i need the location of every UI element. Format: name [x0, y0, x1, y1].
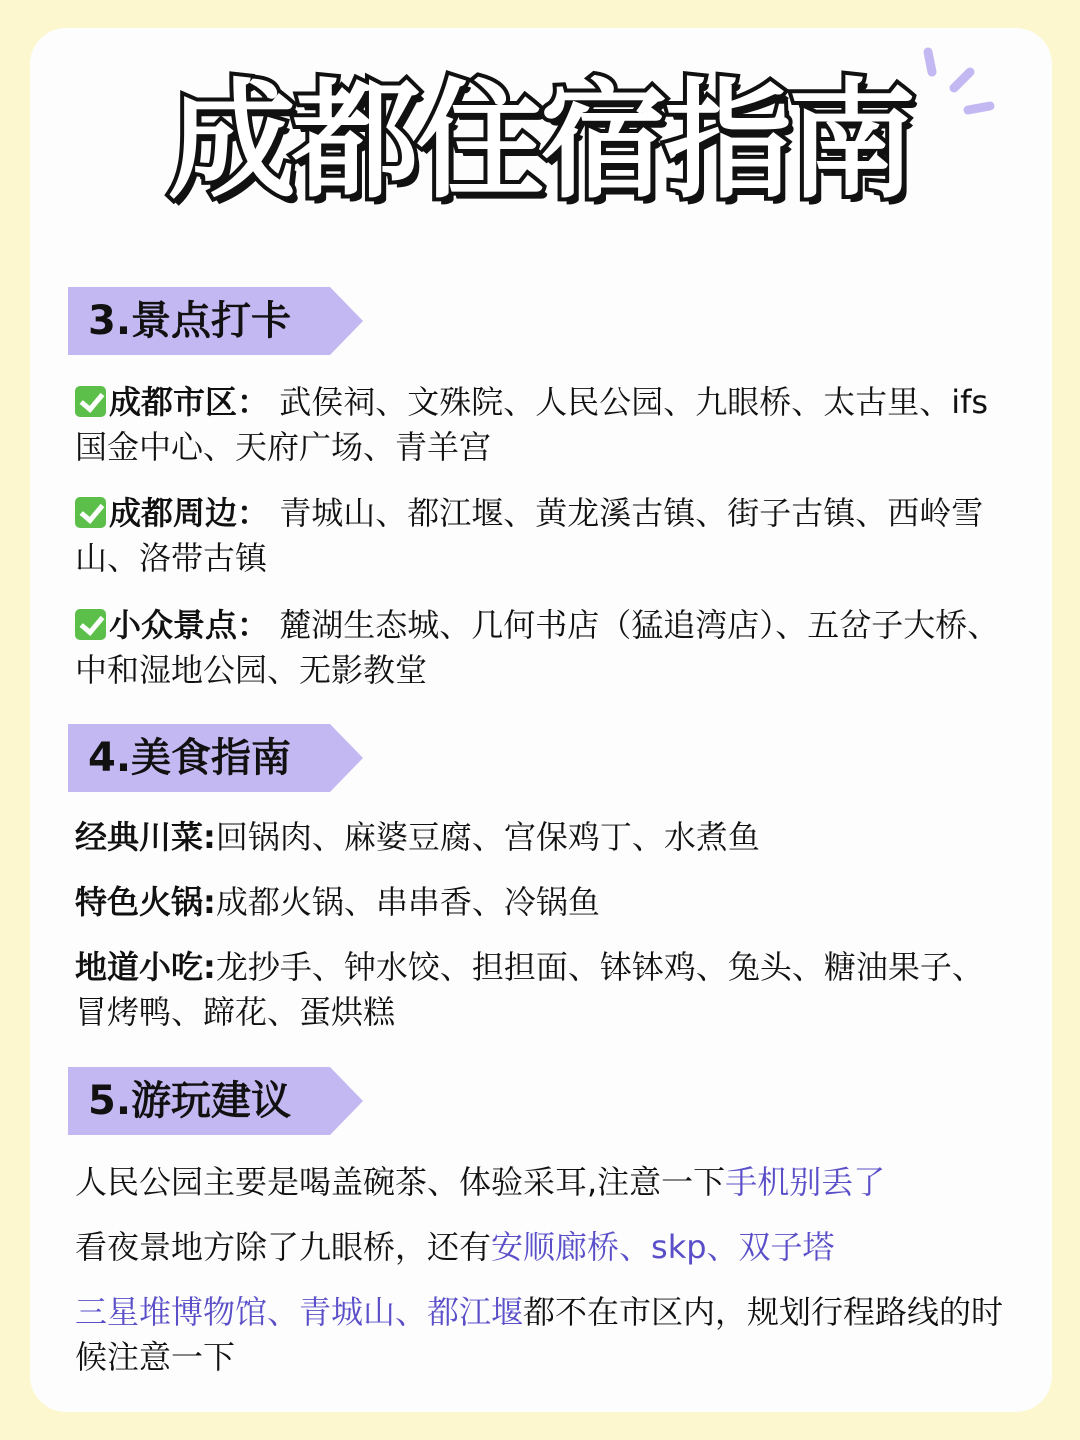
item-label: 成都市区： — [109, 383, 270, 421]
list-item — [75, 491, 1015, 581]
section-heading-attractions — [68, 287, 363, 355]
checkmark-icon — [75, 497, 106, 528]
list-item — [75, 380, 1015, 470]
list-item — [75, 880, 1015, 925]
tip-text: 看夜景地方除了九眼桥，还有 — [75, 1228, 492, 1266]
item-label: 地道小吃: — [75, 948, 216, 986]
section-heading-text: 3.景点打卡 — [88, 298, 292, 344]
list-item — [75, 945, 1015, 1035]
item-text: 武侯祠、文殊院、人民公园、九眼桥、太古里、ifs国金中心、天府广场、青羊宫 — [75, 383, 989, 466]
section-heading-text: 4.美食指南 — [88, 735, 292, 781]
tip-text-after: 都不在市区内，规划行程路线的时候注意一下 — [75, 1293, 1004, 1376]
tip-item — [75, 1225, 1015, 1270]
tip-highlight: 三星堆博物馆、青城山、都江堰 — [75, 1293, 524, 1331]
tip-text: 人民公园主要是喝盖碗茶、体验采耳,注意一下 — [75, 1163, 726, 1201]
section-heading-text: 5.游玩建议 — [88, 1078, 292, 1124]
tip-highlight: 安顺廊桥、skp、双子塔 — [491, 1228, 835, 1266]
item-text: 回锅肉、麻婆豆腐、宫保鸡丁、水煮鱼 — [215, 818, 760, 856]
checkmark-icon — [75, 386, 106, 417]
section-heading-tips — [68, 1067, 363, 1135]
page-title: 成都住宿指南 — [167, 67, 912, 216]
section-heading-food — [68, 724, 363, 792]
list-item — [75, 815, 1015, 860]
item-text: 龙抄手、钟水饺、担担面、钵钵鸡、兔头、糖油果子、冒烤鸭、蹄花、蛋烘糕 — [75, 948, 984, 1031]
tip-item — [75, 1160, 1015, 1205]
item-label: 小众景点： — [109, 606, 270, 644]
tip-item — [75, 1290, 1015, 1380]
checkmark-icon — [75, 609, 106, 640]
item-text: 青城山、都江堰、黄龙溪古镇、街子古镇、西岭雪山、洛带古镇 — [75, 494, 984, 577]
item-text: 成都火锅、串串香、冷锅鱼 — [215, 883, 600, 921]
item-label: 特色火锅: — [75, 883, 216, 921]
list-item — [75, 603, 1015, 693]
item-label: 经典川菜: — [75, 818, 216, 856]
item-label: 成都周边： — [109, 494, 270, 532]
item-text: 麓湖生态城、几何书店（猛追湾店）、五岔子大桥、中和湿地公园、无影教堂 — [75, 606, 1000, 689]
tip-highlight: 手机别丢了 — [725, 1163, 886, 1201]
